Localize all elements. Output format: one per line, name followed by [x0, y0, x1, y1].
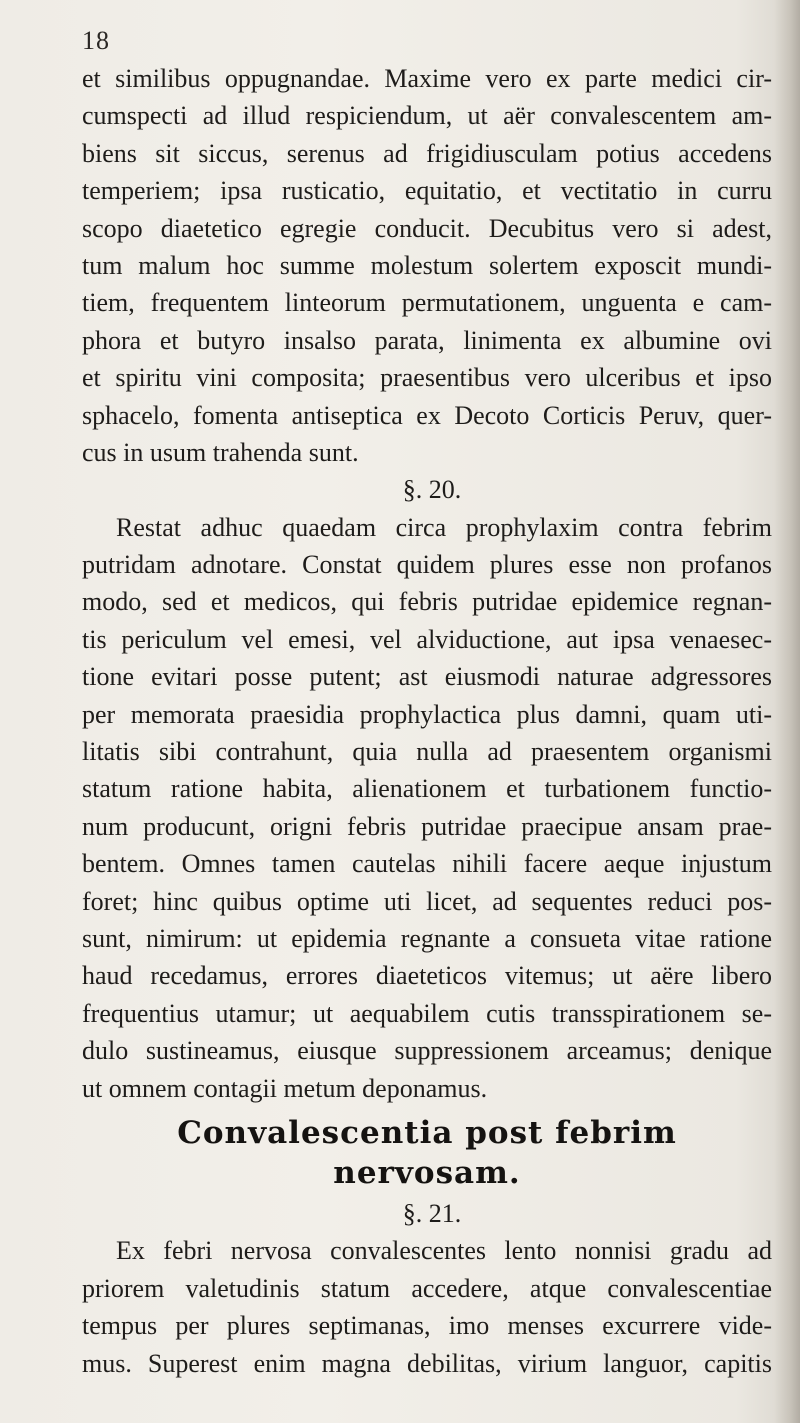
text-line: tiem, frequentem linteorum permutationem, unguenta e cam-: [82, 288, 772, 318]
text-line: statum ratione habita, alienationem et turbationem functio-: [82, 774, 772, 804]
page-edge-shadow: [774, 0, 800, 1423]
text-line: per memorata praesidia prophylactica plus damni, quam uti-: [82, 699, 772, 729]
text-line: litatis sibi contrahunt, quia nulla ad praesentem organismi: [82, 737, 772, 767]
paragraph-3: [82, 1232, 772, 1382]
text-line: tempus per plures septimanas, imo menses excurrere vide-: [82, 1311, 772, 1341]
text-line: mus. Superest enim magna debilitas, virium languor, capitis: [82, 1348, 772, 1378]
text-line: dulo sustineamus, eiusque suppressionem arceamus; denique: [82, 1036, 772, 1066]
text-line: ut omnem contagii metum deponamus.: [82, 1073, 488, 1103]
section-number-20: §. 20.: [402, 475, 462, 505]
section-number-21: §. 21.: [402, 1198, 462, 1228]
text-line: foret; hinc quibus optime uti licet, ad sequentes reduci pos-: [82, 886, 772, 916]
page-number: 18: [82, 26, 110, 55]
page-text-body: [82, 60, 772, 1382]
text-line: sphacelo, fomenta antiseptica ex Decoto Corticis Peruv, quer-: [82, 400, 772, 430]
text-line: sunt, nimirum: ut epidemia regnante a consueta vitae ratione: [82, 923, 772, 953]
text-line: Restat adhuc quaedam circa prophylaxim contra febrim: [116, 512, 772, 542]
text-line: priorem valetudinis statum accedere, atque convalescentiae: [82, 1273, 772, 1303]
text-line: cumspecti ad illud respiciendum, ut aër convalescentem am-: [82, 101, 772, 131]
text-line: cus in usum trahenda sunt.: [82, 437, 359, 467]
text-line: tione evitari posse putent; ast eiusmodi naturae adgressores: [82, 662, 772, 692]
text-line: frequentius utamur; ut aequabilem cutis transspirationem se-: [82, 998, 772, 1028]
paragraph-1: [82, 60, 772, 471]
text-line: temperiem; ipsa rusticatio, equitatio, et vectitatio in curru: [82, 176, 772, 206]
text-line: tis periculum vel emesi, vel alviductione, aut ipsa venaesec-: [82, 624, 772, 654]
text-line: et spiritu vini composita; praesentibus vero ulceribus et ipso: [82, 363, 772, 393]
text-line: biens sit siccus, serenus ad frigidiusculam potius accedens: [82, 138, 772, 168]
text-line: scopo diaetetico egregie conducit. Decubitus vero si adest,: [82, 213, 772, 243]
text-line: et similibus oppugnandae. Maxime vero ex parte medici cir-: [82, 64, 772, 93]
section-heading-line-2: nervosam.: [333, 1154, 521, 1191]
section-heading-line-1: Convalescentia post febrim: [177, 1114, 677, 1151]
text-line: tum malum hoc summe molestum solertem exposcit mundi-: [82, 250, 772, 280]
text-line: haud recedamus, errores diaeteticos vitemus; ut aëre libero: [82, 961, 772, 991]
text-line: Ex febri nervosa convalescentes lento nonnisi gradu ad: [116, 1236, 772, 1266]
paragraph-2: [82, 509, 772, 1107]
text-line: putridam adnotare. Constat quidem plures esse non profanos: [82, 550, 772, 580]
text-line: bentem. Omnes tamen cautelas nihili facere aeque injustum: [82, 849, 772, 879]
text-line: modo, sed et medicos, qui febris putridae epidemice regnan-: [82, 587, 772, 617]
text-line: phora et butyro insalso parata, linimenta ex albumine ovi: [82, 325, 772, 355]
text-line: num producunt, origni febris putridae praecipue ansam prae-: [82, 811, 772, 841]
